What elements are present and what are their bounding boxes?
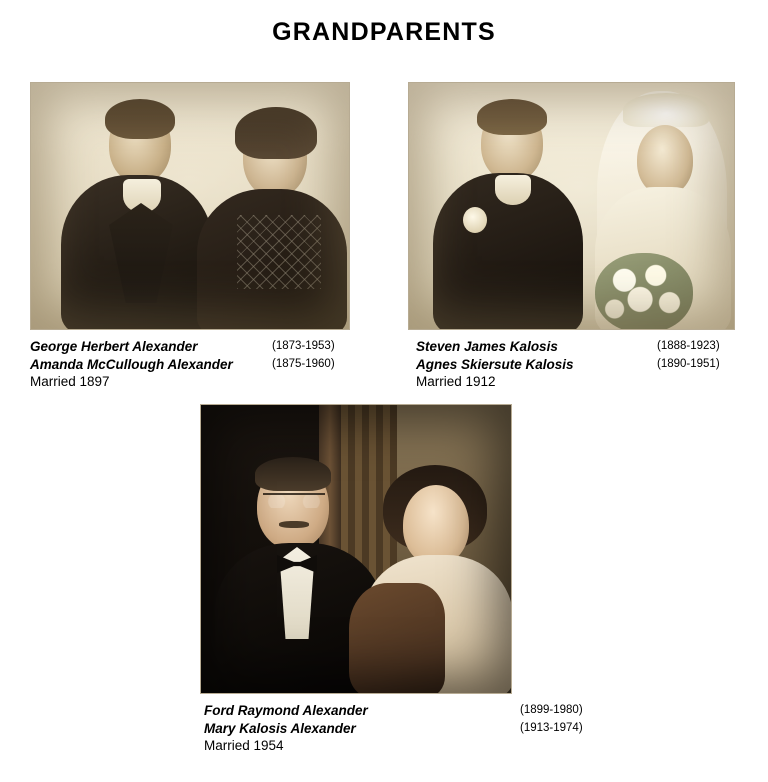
photo-block-alexander-mccullough (30, 82, 350, 389)
caption-kalosis-skiersute (416, 338, 574, 391)
caption-ford-mary-alexander (204, 702, 368, 755)
dates-ford-mary-alexander (520, 702, 583, 737)
dates-line-2: (1875-1960) (272, 357, 335, 370)
photo-block-ford-mary-alexander (200, 404, 583, 753)
caption-married-line: Married 1912 (416, 374, 496, 389)
dates-line-1: (1888-1923) (657, 340, 720, 352)
figure-head-woman (403, 485, 469, 565)
dates-line-2: (1890-1951) (657, 357, 720, 370)
figure-bouquet-icon (595, 253, 693, 330)
figure-fur-stole (349, 583, 445, 694)
figure-lace-bodice-woman (237, 215, 321, 289)
caption-married-line: Married 1954 (204, 738, 284, 753)
caption-name-line-1: Ford Raymond Alexander (204, 703, 368, 718)
caption-name-line-2: Mary Kalosis Alexander (204, 720, 356, 736)
figure-veil-crown (623, 93, 709, 127)
caption-name-line-1: George Herbert Alexander (30, 339, 198, 354)
caption-name-line-1: Steven James Kalosis (416, 339, 558, 354)
figure-hair-woman (235, 107, 317, 159)
photo-sepia-wedding-portrait (408, 82, 735, 330)
photo-sepia-portrait-couple-seated (30, 82, 350, 330)
dates-alexander-mccullough (272, 338, 335, 373)
dates-line-1: (1873-1953) (272, 340, 335, 352)
dates-line-1: (1899-1980) (520, 704, 583, 716)
photo-color-couple-formal (200, 404, 512, 694)
caption-married-line: Married 1897 (30, 374, 110, 389)
figure-hair-man (255, 457, 331, 491)
figure-mustache-icon (279, 521, 309, 528)
figure-boutonniere-icon (463, 207, 487, 233)
caption-alexander-mccullough (30, 338, 233, 391)
figure-hair-groom (477, 99, 547, 135)
photo-block-kalosis-skiersute (408, 82, 735, 389)
figure-head-bride (637, 125, 693, 195)
page-title: GRANDPARENTS (272, 18, 496, 46)
figure-glasses-icon (263, 493, 325, 508)
dates-line-2: (1913-1974) (520, 721, 583, 734)
dates-kalosis-skiersute (657, 338, 720, 373)
figure-collar-groom (495, 175, 531, 205)
figure-hair-man (105, 99, 175, 139)
caption-name-line-2: Agnes Skiersute Kalosis (416, 356, 574, 372)
caption-name-line-2: Amanda McCullough Alexander (30, 356, 233, 372)
